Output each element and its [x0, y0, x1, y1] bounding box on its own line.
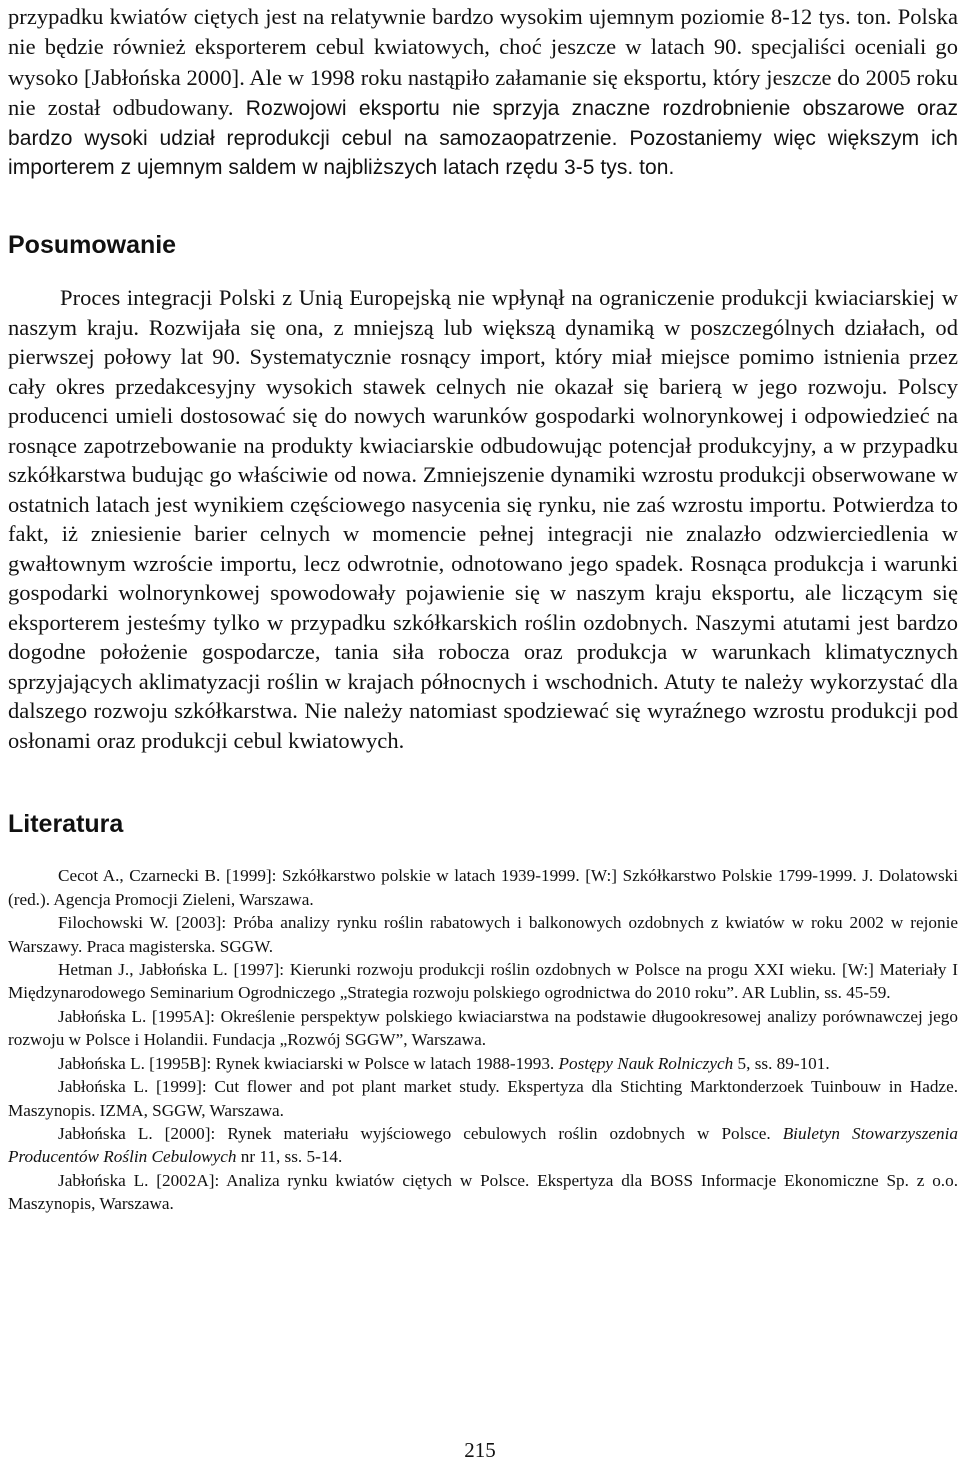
reference-list [8, 864, 958, 1215]
intro-text-part1: przypadku kwiatów ciętych jest na relatywnie bardzo wysokim ujemnym poziomie 8-12 tys. ton. Polska nie będzie również eksporterem cebul kwiatowych, choć jeszcze w latach 90. specjaliści oceniali go wysoko [Jabłońska 2000]. [8, 4, 958, 90]
reference-text: 5, ss. 89-101. [733, 1053, 830, 1073]
reference-item: Filochowski W. [2003]: Próba analizy rynku roślin rabatowych i balkonowych ozdobnych z kwiatów w roku 2002 w rejonie Warszawy. Praca magisterska. SGGW. [8, 913, 958, 956]
reference-text: Jabłońska L. [1995B]: Rynek kwiaciarski w Polsce w latach 1988-1993. [58, 1053, 559, 1073]
intro-text-part3: Rozwojowi eksportu nie sprzyja znaczne rozdrobnienie obszarowe oraz bardzo wysoki udział reprodukcji cebul na samozaopatrzenie. Pozostaniemy więc większym ich importerem z ujemnym saldem w najbliższych latach rzędu 3-5 tys. ton. [8, 97, 958, 180]
reference-text: Jabłońska L. [2000]: Rynek materiału wyjściowego cebulowych roślin ozdobnych w Polsce. [58, 1123, 783, 1143]
reference-item: Jabłońska L. [1999]: Cut flower and pot plant market study. Ekspertyza dla Stichting Marktonderzoek Tuinbouw in Hadze. Maszynopis. IZMA, SGGW, Warszawa. [8, 1077, 958, 1120]
reference-item: Jabłońska L. [1995A]: Określenie perspektyw polskiego kwiaciarstwa na podstawie długookresowej analizy porównawczej jego rozwoju w Polsce i Holandii. Fundacja „Rozwój SGGW”, Warszawa. [8, 1006, 958, 1050]
summary-heading: Posumowanie [8, 231, 177, 260]
reference-text: nr 11, ss. 5-14. [236, 1147, 343, 1167]
intro-paragraph [8, 2, 958, 182]
reference-item: Hetman J., Jabłońska L. [1997]: Kierunki rozwoju produkcji roślin ozdobnych w Polsce na progu XXI wieku. [W:] Materiały I Międzynarodowego Seminarium Ogrodniczego „Strategia rozwoju polskiego ogrodnictwa do 2010 roku”. AR Lublin, ss. 45-59. [8, 960, 958, 1003]
reference-item [8, 1052, 958, 1075]
literature-heading: Literatura [8, 810, 124, 839]
document-page [8, 0, 958, 1216]
reference-item [8, 1122, 958, 1169]
summary-paragraph: Proces integracji Polski z Unią Europejską nie wpłynął na ograniczenie produkcji kwiaciarskiej w naszym kraju. Rozwijała się ona, z mniejszą lub większą dynamiką w poszczególnych działach, od pierwszej połowy lat 90. Systematycznie rosnący import, który miał miejsce pomimo istnienia przez cały okres przedakcesyjny wysokich stawek celnych nie okazał się barierą w jego rozwoju. Polscy producenci umieli dostosować się do nowych warunków gospodarki wolnorynkowej i odpowiedzieć na rosnące zapotrzebowanie na produkty kwiaciarskie odbudowując potencjał produkcyjny, a w przypadku szkółkarstwa budując go właściwie od nowa. Zmniejszenie dynamiki wzrostu produkcji obserwowane w ostatnich latach jest wynikiem częściowego nasycenia się rynku, nie zaś wzrostu importu. Potwierdza to fakt, iż zniesienie barier celnych w momencie pełnej integracji nie znalazło odzwierciedlenia w gwałtownym wzroście importu, lecz odwrotnie, odnotowano jego spadek. Rosnąca produkcja i warunki gospodarki wolnorynkowej spowodowały pojawienie się w naszym kraju eksportu, ale liczącym się eksporterem jesteśmy tylko w przypadku szkółkarskich roślin ozdobnych. Naszymi atutami jest bardzo dogodne położenie gospodarcze, tania siła robocza oraz produkcja w warunkach klimatycznych sprzyjających aklimatyzacji roślin w krajach północnych i wschodnich. Atuty te należy wykorzystać dla dalszego rozwoju szkółkarstwa. Nie należy natomiast spodziewać się wyraźnego wzrostu produkcji pod osłonami oraz produkcji cebul kwiatowych. [8, 285, 958, 753]
reference-journal-title: Postępy Nauk Rolniczych [558, 1053, 734, 1073]
reference-item: Cecot A., Czarnecki B. [1999]: Szkółkarstwo polskie w latach 1939-1999. [W:] Szkółkarstwo Polskie 1799-1999. J. Dolatowski (red.). Agencja Promocji Zieleni, Warszawa. [8, 866, 958, 909]
intro-text-part2: Ale w 1998 roku nastąpiło załamanie się eksportu, który jeszcze do 2005 roku nie został odbudowany. [8, 64, 958, 121]
reference-journal-title: Biuletyn Stowarzyszenia Producentów Roślin Cebulowych [8, 1123, 959, 1167]
page-number: 215 [464, 1438, 496, 1462]
reference-item: Jabłońska L. [2002A]: Analiza rynku kwiatów ciętych w Polsce. Ekspertyza dla BOSS Informacje Ekonomiczne Sp. z o.o. Maszynopis, Warszawa. [8, 1170, 958, 1214]
